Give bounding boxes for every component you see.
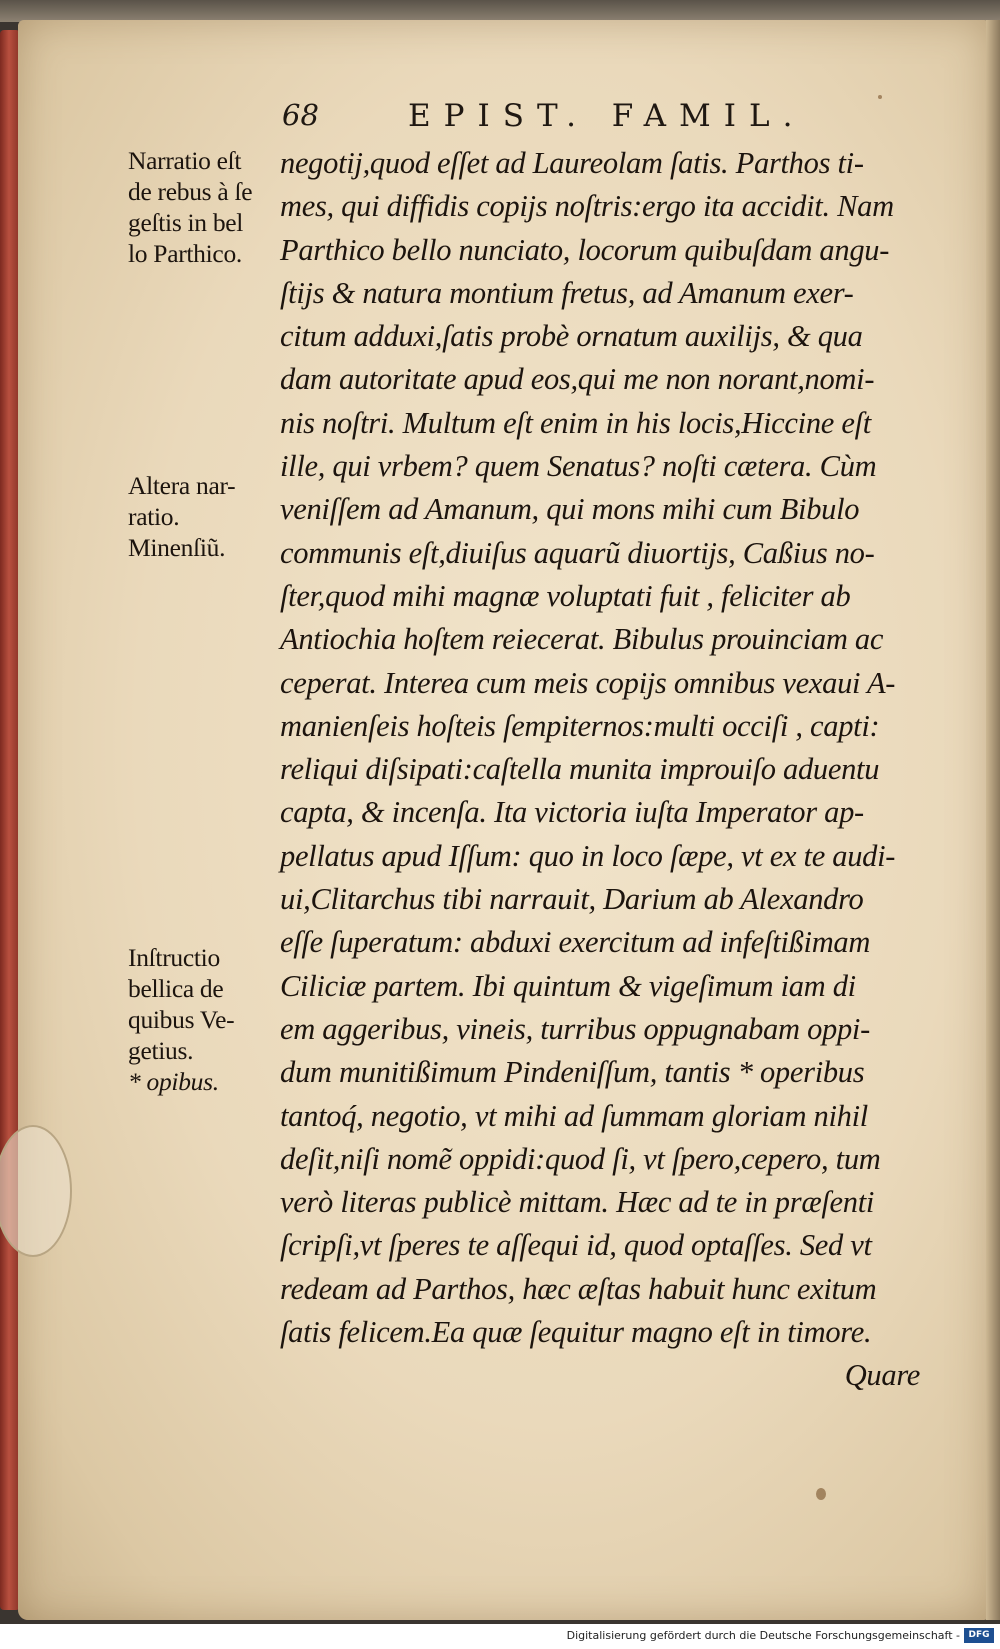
text-line: ille, qui vrbem? quem Senatus? noſti cætera. Cùm [280, 449, 877, 484]
text-line: redeam ad Parthos, hæc æſtas habuit hunc exitum [280, 1271, 877, 1306]
text-line: ſter,quod mihi magnæ voluptati fuit , feliciter ab [280, 578, 851, 613]
note-line: de rebus à ſe [128, 177, 253, 206]
ink-spot [816, 1488, 826, 1500]
margin-note-1 [128, 145, 278, 269]
ink-spot [878, 95, 882, 99]
text-line: manienſeis hoſteis ſempiternos:multi occiſi , capti: [280, 708, 880, 743]
note-line: quibus Ve- [128, 1005, 235, 1034]
text-line: capta, & incenſa. Ita victoria iuſta Imperator ap- [280, 795, 864, 830]
text-line: veniſſem ad Amanum, qui mons mihi cum Bibulo [280, 492, 860, 527]
text-line: em aggeribus, vineis, turribus oppugnabam oppi- [280, 1011, 870, 1046]
catchword: Quare [844, 1358, 920, 1393]
note-line: Altera nar- [128, 471, 236, 500]
text-line: tantoq́, negotio, vt mihi ad ſummam gloriam nihil [280, 1098, 868, 1133]
text-line: dum munitißimum Pindeniſſum, tantis * operibus [280, 1055, 865, 1090]
text-line: eſſe ſuperatum: abduxi exercitum ad infeſtißimam [280, 925, 871, 960]
text-line: ceperat. Interea cum meis copijs omnibus vexaui A- [280, 665, 896, 700]
text-line: deſit,niſi nomẽ oppidi:quod ſi, vt ſpero,cepero, tum [280, 1141, 881, 1176]
book-top-edge [0, 0, 1000, 22]
text-line: Ciliciæ partem. Ibi quintum & vigeſimum iam di [280, 968, 856, 1003]
text-line: nis noſtri. Multum eſt enim in his locis,Hiccine eſt [280, 405, 871, 440]
running-head-title: EPIST. FAMIL. [408, 98, 806, 134]
note-line: geſtis in bel [128, 208, 244, 237]
body-text [280, 142, 920, 1398]
text-line: verò literas publicè mittam. Hæc ad te in præſenti [280, 1185, 875, 1220]
text-line: ſcripſi,vt ſperes te aſſequi id, quod optaſſes. Sed vt [280, 1228, 872, 1263]
text-line: ſtijs & natura montium fretus, ad Amanum exer- [280, 275, 854, 310]
margin-note-2 [128, 470, 278, 563]
note-line: Minenſiũ. [128, 533, 226, 562]
note-line: ratio. [128, 502, 180, 531]
note-line: lo Parthico. [128, 239, 242, 268]
text-line: pellatus apud Iſſum: quo in loco ſæpe, vt ex te audi- [280, 838, 896, 873]
text-line: negotij,quod eſſet ad Laureolam ſatis. Parthos ti- [280, 146, 864, 180]
text-line: mes, qui diffidis copijs noſtris:ergo ita accidit. Nam [280, 189, 894, 224]
digitization-credit: Digitalisierung gefördert durch die Deutsche Forschungsgemeinschaft - [566, 1629, 960, 1642]
text-line: reliqui diſsipati:caſtella munita improuiſo aduentu [280, 752, 880, 787]
note-line: bellica de [128, 974, 224, 1003]
text-line: ui,Clitarchus tibi narrauit, Darium ab Alexandro [280, 882, 864, 917]
text-line: ſatis felicem.Ea quæ ſequitur magno eſt in timore. [280, 1315, 872, 1350]
note-line: * opibus. [128, 1067, 219, 1096]
text-line: communis eſt,diuiſus aquarũ diuortijs, Caßius no- [280, 535, 875, 570]
text-line: citum adduxi,ſatis probè ornatum auxilijs, & qua [280, 319, 863, 354]
page-edge-red [0, 30, 20, 1610]
page-number: 68 [282, 98, 319, 132]
book-right-edge [986, 20, 1000, 1620]
text-line: dam autoritate apud eos,qui me non norant,nomi- [280, 362, 875, 397]
text-line: Antiochia hoſtem reiecerat. Bibulus prouinciam ac [280, 622, 884, 657]
margin-note-3 [128, 942, 278, 1097]
text-line: Parthico bello nunciato, locorum quibuſdam angu- [280, 232, 890, 267]
dfg-logo: DFG [964, 1628, 994, 1643]
note-line: getius. [128, 1036, 194, 1065]
note-line: Narratio eſt [128, 146, 242, 175]
note-line: Inſtructio [128, 943, 220, 972]
